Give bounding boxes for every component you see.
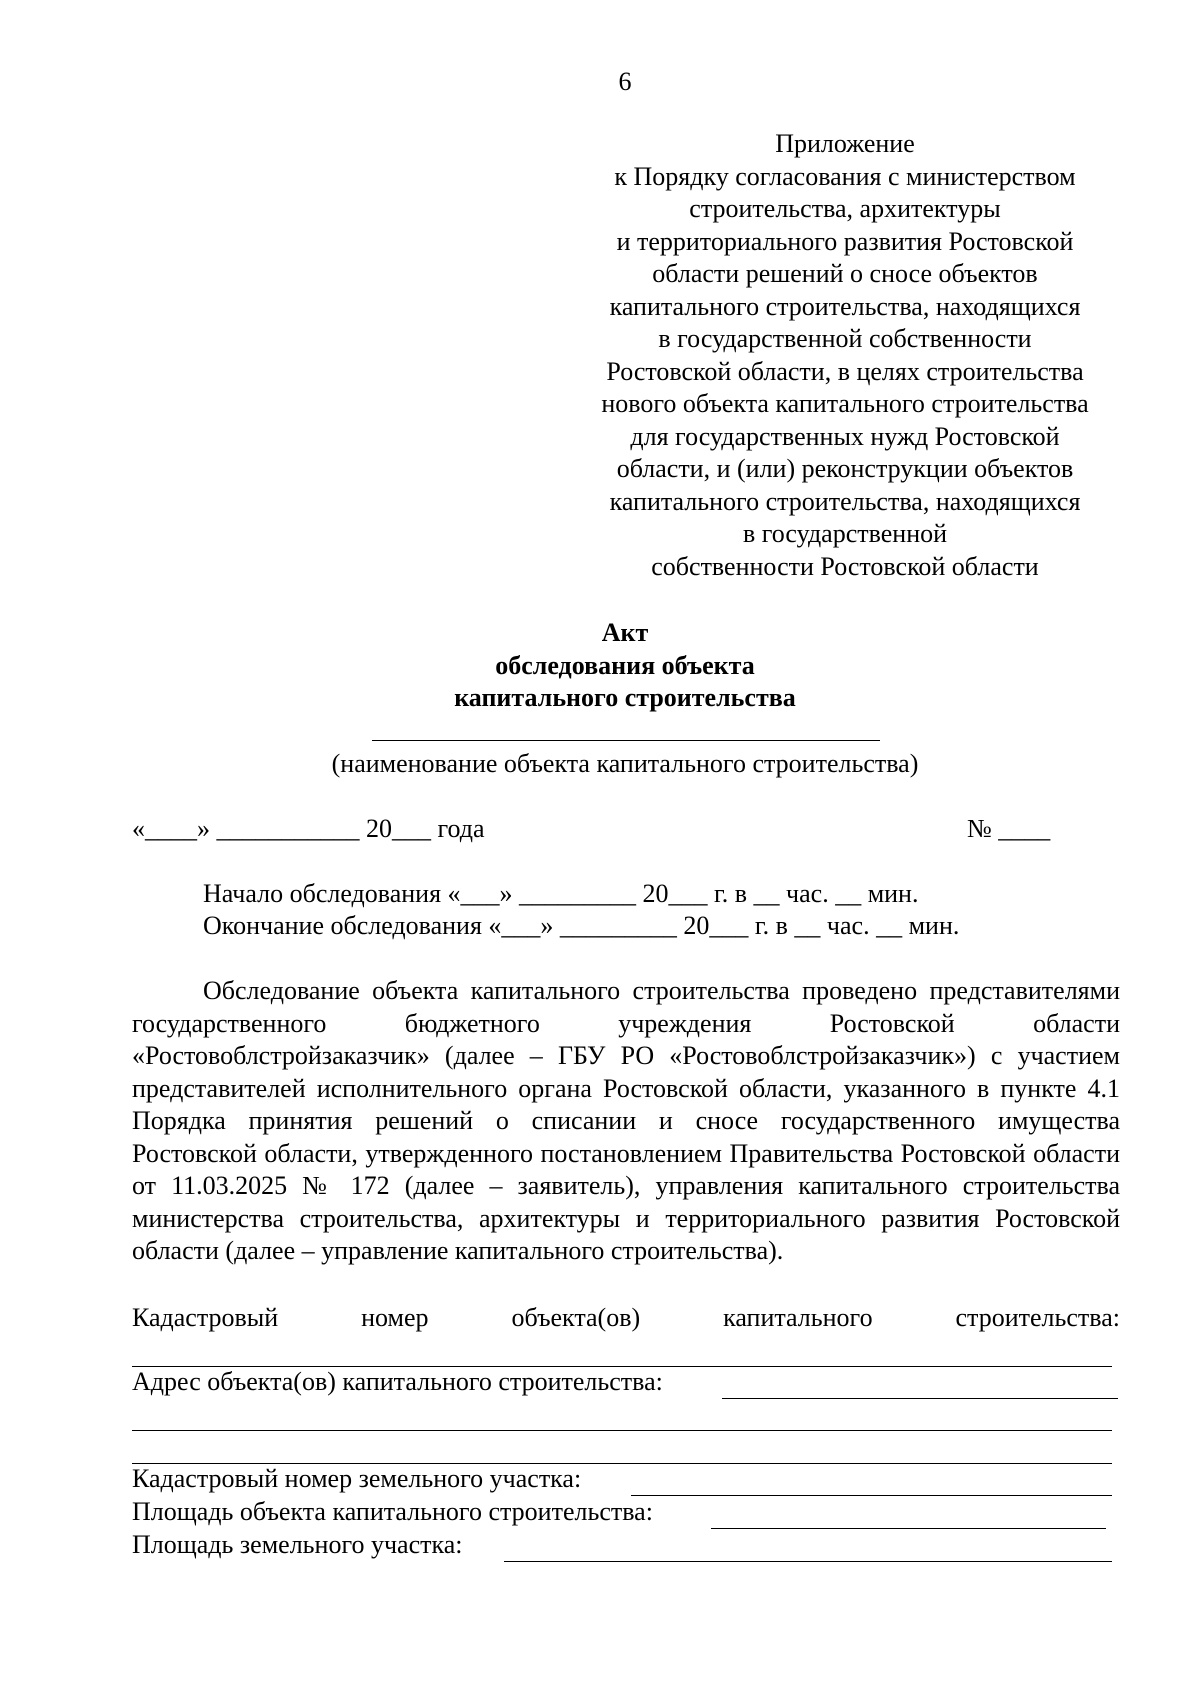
object-area-label: Площадь объекта капитального строительства: bbox=[132, 1497, 653, 1526]
cadastral-label-word: объекта(ов) bbox=[511, 1303, 641, 1332]
land-area-blank[interactable] bbox=[504, 1561, 1112, 1562]
land-cadastral-blank[interactable] bbox=[631, 1495, 1112, 1496]
appendix-line: области решений о сносе объектов bbox=[652, 259, 1038, 288]
cadastral-label-word: Кадастровый bbox=[132, 1303, 279, 1332]
address-blank[interactable] bbox=[722, 1398, 1118, 1399]
object-name-blank[interactable] bbox=[372, 740, 880, 741]
page-number: 6 bbox=[618, 67, 632, 96]
act-title-line: капитального строительства bbox=[454, 683, 796, 712]
appendix-line: в государственной bbox=[742, 519, 948, 548]
appendix-line: капитального строительства, находящихся bbox=[609, 291, 1081, 321]
appendix-line: Приложение bbox=[775, 129, 915, 158]
appendix-line: капитального строительства, находящихся bbox=[609, 486, 1081, 516]
object-area-blank[interactable] bbox=[711, 1528, 1106, 1529]
act-title bbox=[0, 617, 1200, 715]
appendix-line: строительства, архитектуры bbox=[689, 194, 1001, 223]
act-number-line: № ____ bbox=[967, 814, 1051, 843]
appendix-line: нового объекта капитального строительства bbox=[601, 389, 1089, 418]
land-area-label: Площадь земельного участка: bbox=[132, 1530, 463, 1559]
cadastral-label-word: номер bbox=[361, 1303, 429, 1332]
appendix-heading bbox=[560, 128, 1130, 583]
appendix-line: и территориального развития Ростовской bbox=[616, 226, 1074, 256]
inspection-paragraph: Обследование объекта капитального строительства проведено представителями государственного бюджетного учреждения Ростовской области «Ростовоблстройзаказчик» (далее – ГБУ РО «Ростовоблстройзаказчик») с участием представителей исполнительного органа Ростовской области, указанного в пункте 4.1 Порядка принятия решений о списании и сносе государственного имущества Ростовской области, утвержденного постановлением Правительства Ростовской области от 11.03.2025 № 172 (далее – заявитель), управления капитального строительства министерства строительства, архитектуры и территориального развития Ростовской области (далее – управление капитального строительства). bbox=[132, 976, 1120, 1265]
inspection-start-line: Начало обследования «___» _________ 20___ г. в __ час. __ мин. bbox=[203, 879, 919, 908]
appendix-line: для государственных нужд Ростовской bbox=[630, 421, 1060, 451]
inspection-end-line: Окончание обследования «___» _________ 20___ г. в __ час. __ мин. bbox=[203, 911, 960, 940]
address-label: Адрес объекта(ов) капитального строительства: bbox=[132, 1367, 663, 1396]
address-blank-line-2[interactable] bbox=[132, 1430, 1112, 1431]
land-cadastral-label: Кадастровый номер земельного участка: bbox=[132, 1464, 582, 1493]
appendix-line: в государственной собственности bbox=[658, 324, 1032, 353]
act-date-line: «____» ___________ 20___ года bbox=[132, 814, 485, 843]
cadastral-label-word: капитального bbox=[723, 1303, 873, 1332]
act-title-line: обследования объекта bbox=[495, 650, 755, 680]
appendix-line: собственности Ростовской области bbox=[651, 551, 1039, 581]
appendix-line: области, и (или) реконструкции объектов bbox=[616, 454, 1074, 483]
appendix-line: к Порядку согласования с министерством bbox=[614, 161, 1076, 191]
act-title-line: Акт bbox=[601, 618, 649, 647]
appendix-line: Ростовской области, в целях строительства bbox=[606, 356, 1084, 386]
cadastral-label-word: строительства: bbox=[955, 1303, 1120, 1332]
object-name-caption: (наименование объекта капитального строительства) bbox=[331, 749, 919, 778]
object-cadastral-label bbox=[132, 1302, 1120, 1335]
